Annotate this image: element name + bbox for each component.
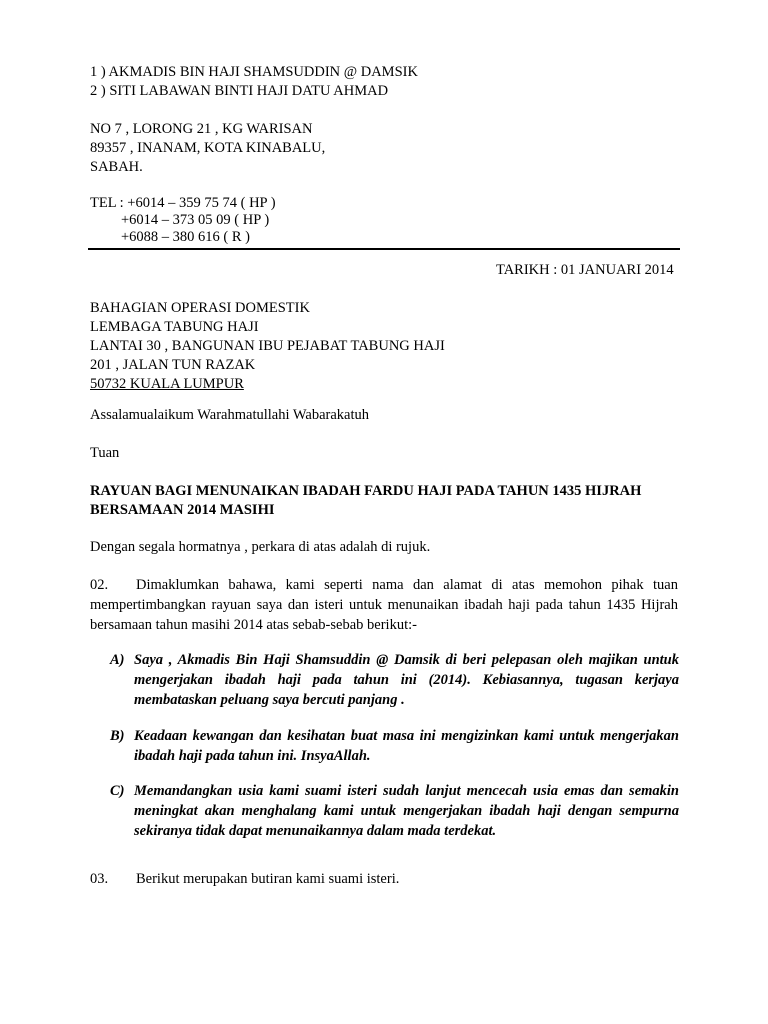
para-02-text: Dimaklumkan bahawa, kami seperti nama dan alamat di atas memohon pihak tuan mempertimbangkan rayuan saya dan isteri untuk menunaikan ibadah haji pada tahun 1435 Hijrah bersamaan tahun masihi 2014 atas sebab-sebab berikut:- (90, 577, 678, 633)
reason-c (110, 781, 679, 841)
sender-address-line-3: SABAH. (90, 159, 143, 175)
reason-b-label: B) (110, 728, 125, 744)
sender-address-line-1: NO 7 , LORONG 21 , KG WARISAN (90, 121, 313, 137)
salutation: Tuan (90, 445, 120, 461)
sender-phone-1: TEL : +6014 – 359 75 74 ( HP ) (90, 195, 276, 211)
subject-line-2: BERSAMAAN 2014 MASIHI (90, 502, 275, 518)
letter-date: TARIKH : 01 JANUARI 2014 (496, 262, 674, 278)
para-03-number: 03. (90, 871, 109, 887)
reason-a (110, 650, 679, 710)
reason-a-label: A) (110, 652, 125, 668)
sender-phone-3: +6088 – 380 616 ( R ) (121, 229, 251, 245)
recipient-postcode-city: 50732 KUALA LUMPUR (90, 376, 244, 392)
subject-line-1: RAYUAN BAGI MENUNAIKAN IBADAH FARDU HAJI PADA TAHUN 1435 HIJRAH (90, 483, 642, 499)
recipient-line-4: 201 , JALAN TUN RAZAK (90, 357, 256, 373)
intro-paragraph: Dengan segala hormatnya , perkara di atas adalah di rujuk. (90, 539, 431, 555)
sender-phone-2: +6014 – 373 05 09 ( HP ) (121, 212, 270, 228)
greeting: Assalamualaikum Warahmatullahi Wabarakatuh (90, 407, 369, 423)
sender-name-1: 1 ) AKMADIS BIN HAJI SHAMSUDDIN @ DAMSIK (90, 64, 418, 80)
recipient-line-3: LANTAI 30 , BANGUNAN IBU PEJABAT TABUNG HAJI (90, 338, 445, 354)
para-02-number: 02. (90, 577, 109, 593)
reason-a-text: Saya , Akmadis Bin Haji Shamsuddin @ Damsik di beri pelepasan oleh majikan untuk mengerjakan ibadah haji pada tahun ini (2014). Kebiasannya, tugasan kerjaya membataskan peluang saya bercuti panjang . (134, 652, 679, 708)
sender-name-2: 2 ) SITI LABAWAN BINTI HAJI DATU AHMAD (90, 83, 389, 99)
reason-c-text: Memandangkan usia kami suami isteri sudah lanjut mencecah usia emas dan semakin meningkat akan menghalang kami untuk mengerjakan ibadah haji dengan sempurna sekiranya tidak dapat menunaikannya dalam mada terdekat. (134, 783, 679, 839)
sender-address-line-2: 89357 , INANAM, KOTA KINABALU, (90, 140, 326, 156)
reason-b-text: Keadaan kewangan dan kesihatan buat masa ini mengizinkan kami untuk mengerjakan ibadah haji pada tahun ini. InsyaAllah. (134, 728, 679, 764)
reason-b (110, 726, 679, 766)
recipient-line-2: LEMBAGA TABUNG HAJI (90, 319, 259, 335)
para-03-text: Berikut merupakan butiran kami suami isteri. (136, 871, 400, 887)
recipient-line-1: BAHAGIAN OPERASI DOMESTIK (90, 300, 310, 316)
header-divider (88, 248, 680, 250)
reason-c-label: C) (110, 783, 125, 799)
